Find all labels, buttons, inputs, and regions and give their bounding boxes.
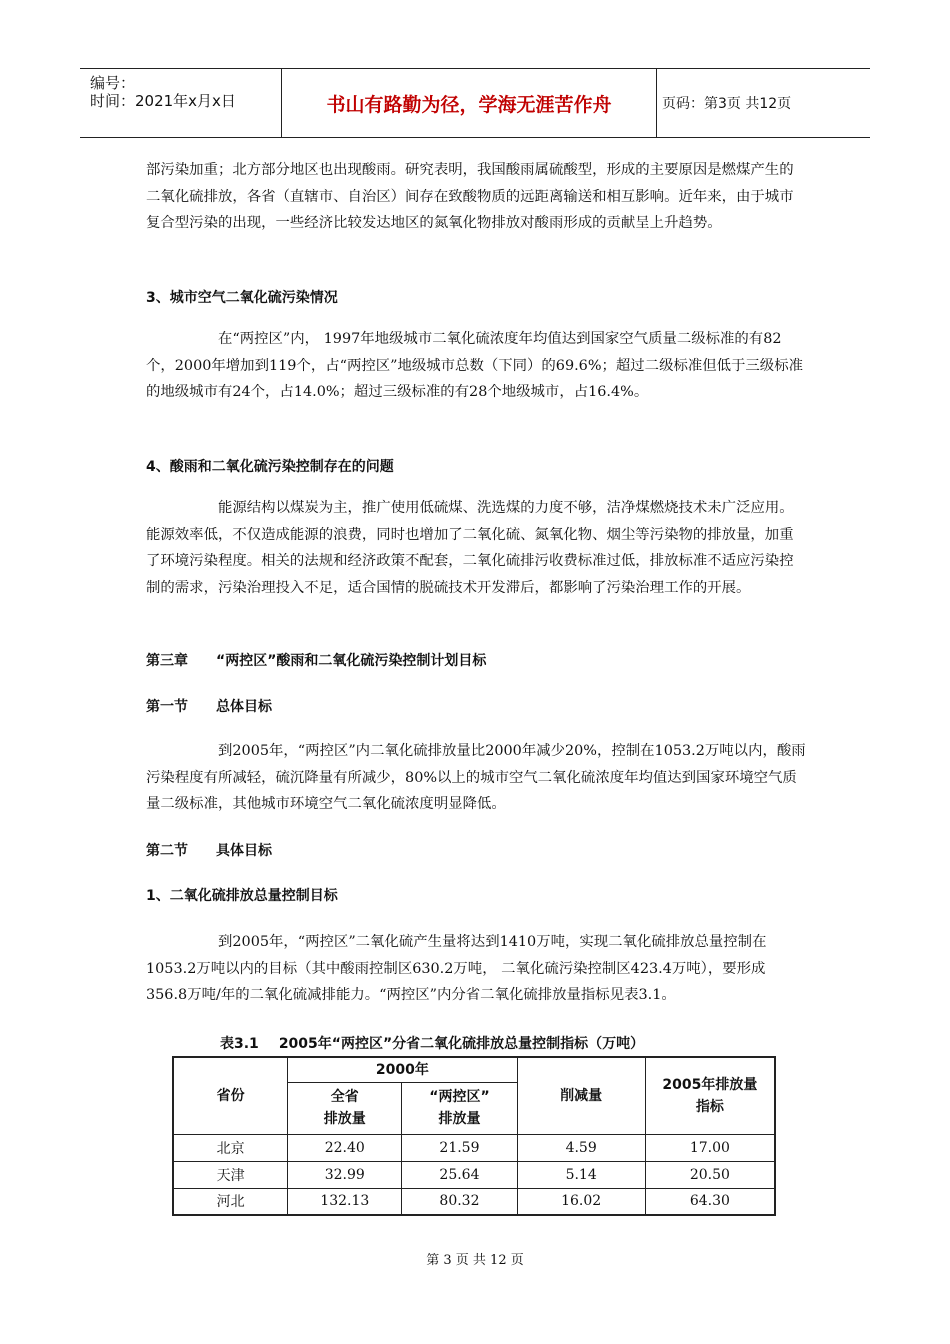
header-province-total-line2: 排放量: [323, 1111, 366, 1127]
cell-target: 64.30: [645, 1188, 775, 1215]
cell-reduction: 5.14: [517, 1161, 645, 1188]
table-row: [173, 1188, 775, 1215]
cell-zone: 25.64: [402, 1161, 517, 1188]
paragraph-acid-rain-causes: 部污染加重；北方部分地区也出现酸雨。研究表明，我国酸雨属硫酸型，形成的主要原因是燃煤产生的二氧化硫排放，各省（直辖市、自治区）间存在致酸物质的远距离输送和相互影响。近年来，由于城市复合型污染的出现，一些经济比较发达地区的氮氧化物排放对酸雨形成的贡献呈上升趋势。: [146, 162, 794, 231]
cell-zone: 80.32: [402, 1188, 517, 1215]
paragraph-total-control-goal: 到2005年，“两控区”二氧化硫产生量将达到1410万吨，实现二氧化硫排放总量控制在1053.2万吨以内的目标（其中酸雨控制区630.2万吨， 二氧化硫污染控制区423.4万吨），要形成356.8万吨/年的二氧化硫减排能力。“两控区”内分省二氧化硫排放量指标见表3.1。: [146, 934, 767, 1003]
header-meta-cell: [80, 69, 281, 137]
cell-province: 天津: [173, 1161, 288, 1188]
cell-target: 17.00: [645, 1134, 775, 1161]
emission-table: [172, 1056, 776, 1216]
table-caption-title: 2005年“两控区”分省二氧化硫排放总量控制指标（万吨）: [278, 1036, 645, 1052]
header-province-total: [288, 1082, 402, 1134]
cell-target: 20.50: [645, 1161, 775, 1188]
cell-total: 22.40: [288, 1134, 402, 1161]
cell-province: 北京: [173, 1134, 288, 1161]
table-caption-number: 表3.1: [220, 1036, 259, 1052]
header-zone-total: [402, 1082, 517, 1134]
header-zone-total-line1: “两控区”: [429, 1089, 490, 1105]
header-2005-line2: 指标: [695, 1098, 724, 1115]
section-heading-overall: [146, 696, 272, 716]
cell-reduction: 16.02: [517, 1188, 645, 1215]
header-page-label: 页码：第3页 共12页: [662, 96, 792, 112]
page-header: [80, 68, 870, 138]
header-reduction: 削减量: [517, 1057, 645, 1134]
cell-total: 132.13: [288, 1188, 402, 1215]
header-2005-target: [645, 1057, 775, 1134]
header-2005-line1: 2005年排放量: [662, 1076, 758, 1093]
cell-reduction: 4.59: [517, 1134, 645, 1161]
header-2000: 2000年: [288, 1057, 517, 1082]
cell-total: 32.99: [288, 1161, 402, 1188]
table-row: [173, 1134, 775, 1161]
heading-so2-city-pollution: 3、城市空气二氧化硫污染情况: [146, 290, 338, 306]
heading-control-problems: 4、酸雨和二氧化硫污染控制存在的问题: [146, 459, 394, 475]
section-number: 第一节: [146, 699, 188, 715]
chapter-title: “两控区”酸雨和二氧化硫污染控制计划目标: [216, 653, 487, 669]
table-row: [173, 1161, 775, 1188]
section-number: 第二节: [146, 843, 188, 859]
paragraph-overall-goal: 到2005年，“两控区”内二氧化硫排放量比2000年减少20%，控制在1053.2万吨以内，酸雨污染程度有所减轻，硫沉降量有所减少，80%以上的城市空气二氧化硫浓度年均值达到国家环境空气质量二级标准，其他城市环境空气二氧化硫浓度明显降低。: [146, 743, 806, 812]
section-heading-specific: [146, 840, 272, 860]
page-footer: 第 3 页 共 12 页: [426, 1253, 524, 1268]
header-zone-total-line2: 排放量: [438, 1111, 481, 1127]
time-label: 时间：2021年x月x日: [90, 92, 236, 110]
header-province-total-line1: 全省: [330, 1089, 359, 1105]
paragraph-so2-city-stats: 在“两控区”内， 1997年地级城市二氧化硫浓度年均值达到国家空气质量二级标准的有82个，2000年增加到119个，占“两控区”地级城市总数（下同）的69.6%；超过二级标准但低于三级标准的地级城市有24个，占14.0%；超过三级标准的有28个地级城市，占16.4%。: [146, 331, 803, 400]
cell-zone: 21.59: [402, 1134, 517, 1161]
cell-province: 河北: [173, 1188, 288, 1215]
heading-total-control-goal: 1、二氧化硫排放总量控制目标: [146, 888, 338, 904]
chapter-number: 第三章: [146, 653, 188, 669]
paragraph-control-problems: 能源结构以煤炭为主，推广使用低硫煤、洗选煤的力度不够，洁净煤燃烧技术未广泛应用。能源效率低，不仅造成能源的浪费，同时也增加了二氧化硫、氮氧化物、烟尘等污染物的排放量，加重了环境污染程度。相关的法规和经济政策不配套，二氧化硫排污收费标准过低，排放标准不适应污染控制的需求，污染治理投入不足，适合国情的脱硫技术开发滞后，都影响了污染治理工作的开展。: [146, 500, 794, 596]
serial-label: 编号：: [90, 74, 136, 92]
section-title: 总体目标: [216, 699, 272, 715]
header-motto: 书山有路勤为径，学海无涯苦作舟: [281, 69, 657, 137]
table-caption: [220, 1033, 644, 1053]
chapter-heading: [146, 650, 486, 670]
section-title: 具体目标: [216, 843, 272, 859]
header-province: 省份: [173, 1057, 288, 1134]
